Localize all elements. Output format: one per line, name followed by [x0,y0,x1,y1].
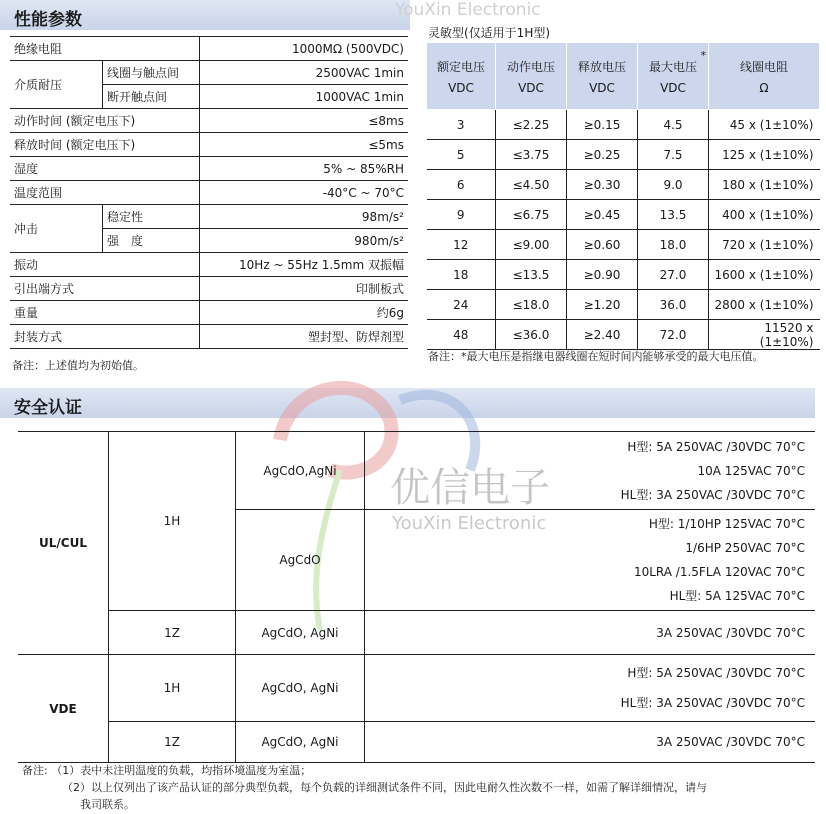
table-cell: 4.5 [638,110,709,140]
table-cell: ≥2.40 [567,320,638,350]
safety-title: 安全认证 [14,398,82,418]
row-sublabel: 稳定性 [103,205,200,229]
table-cell: 7.5 [638,140,709,170]
table-row [18,432,815,510]
safety-header-bar [0,388,815,418]
watermark-en-top: YouXin Electronic [395,0,541,20]
row-label: 振动 [10,253,200,277]
row-label: 释放时间 (额定电压下) [10,133,200,157]
rating-line: 1/6HP 250VAC 70°C [685,541,805,555]
table-row [427,170,820,200]
row-value: ≤8ms [200,109,408,133]
table-row [10,61,408,85]
table-cell: ≤13.5 [496,260,567,290]
table-row [10,205,408,229]
performance-note: 备注：上述值均为初始值。 [12,359,144,372]
table-cell: 45 x (1±10%) [709,110,820,140]
table-row [427,260,820,290]
watermark-en: YouXin Electronic [392,513,547,534]
header-label: 释放电压 [577,59,626,74]
header-label: 动作电压 [506,59,555,74]
header-unit: VDC [448,80,474,95]
row-label: 引出端方式 [10,277,200,301]
table-cell: 48 [427,320,496,350]
table-row [10,109,408,133]
table-cell: ≥0.90 [567,260,638,290]
row-label: 湿度 [10,157,200,181]
rating-line: H型: 5A 250VAC /30VDC 70°C [627,666,805,680]
sensitive-title: 灵敏型(仅适用于1H型) [428,26,551,40]
safety-note-1: 备注: （1）表中未注明温度的负载，均指环境温度为室温； [22,764,312,777]
rating-line: 10A 125VAC 70°C [697,463,805,478]
table-cell: ≥1.20 [567,290,638,320]
cert-ul-1z: 1Z [109,611,236,655]
table-row [427,110,820,140]
table-cell: 18.0 [638,230,709,260]
table-cell: 720 x (1±10%) [709,230,820,260]
row-value: 98m/s² [200,205,408,229]
row-value: ≤5ms [200,133,408,157]
table-row [10,301,408,325]
table-row [10,157,408,181]
table-cell: 24 [427,290,496,320]
row-label: 动作时间 (额定电压下) [10,109,200,133]
cert-material: AgCdO,AgNi [236,432,365,510]
table-cell: 36.0 [638,290,709,320]
rating-line: 10LRA /1.5FLA 120VAC 70°C [633,565,805,579]
table-row [10,37,408,61]
safety-table [18,431,815,763]
performance-table [10,36,408,349]
rating-line: H型: 5A 250VAC /30VDC 70°C [627,439,805,454]
row-value: 1000VAC 1min [200,85,408,109]
header-unit: Ω [759,80,769,95]
rating-line: HL型: 3A 250VAC /30VDC 70°C [620,487,805,502]
table-cell: ≥0.45 [567,200,638,230]
table-cell: ≤3.75 [496,140,567,170]
table-row [427,290,820,320]
row-label: 重量 [10,301,200,325]
table-row [10,181,408,205]
table-row [10,253,408,277]
row-label: 温度范围 [10,181,200,205]
table-cell: 18 [427,260,496,290]
table-row [10,133,408,157]
table-cell: 400 x (1±10%) [709,200,820,230]
table-cell: 72.0 [638,320,709,350]
row-label: 冲击 [10,205,103,253]
table-cell: ≤4.50 [496,170,567,200]
header-cell [496,43,567,110]
table-cell: ≤9.00 [496,230,567,260]
sensitive-table [426,42,820,350]
cert-ul: UL/CUL [18,432,109,655]
row-value: -40°C ~ 70°C [200,181,408,205]
header-cell [427,43,496,110]
header-label: 最大电压 [648,59,697,74]
table-cell: 5 [427,140,496,170]
cert-material: AgCdO [236,510,365,611]
cert-vde-1z: 1Z [109,722,236,763]
header-unit: VDC [660,80,686,95]
row-sublabel: 强 度 [103,229,200,253]
row-value: 塑封型、防焊剂型 [200,325,408,349]
cert-material: AgCdO, AgNi [236,611,365,655]
header-unit: VDC [518,80,544,95]
safety-note-3: 我司联系。 [80,798,135,811]
table-cell: 2800 x (1±10%) [709,290,820,320]
table-cell: 125 x (1±10%) [709,140,820,170]
row-value: 1000MΩ (500VDC) [200,37,408,61]
table-cell: 9.0 [638,170,709,200]
table-cell: 27.0 [638,260,709,290]
row-sublabel: 线圈与触点间 [103,61,200,85]
row-value: 980m/s² [200,229,408,253]
cert-ratings [365,655,816,722]
table-cell: 9 [427,200,496,230]
cert-ratings: 3A 250VAC /30VDC 70°C [365,611,816,655]
row-value: 5% ~ 85%RH [200,157,408,181]
table-cell: ≥0.25 [567,140,638,170]
row-sublabel: 断开触点间 [103,85,200,109]
row-value: 约6g [200,301,408,325]
table-row [427,320,820,350]
cert-material: AgCdO, AgNi [236,655,365,722]
cert-ul-1h: 1H [109,432,236,611]
rating-line: HL型: 5A 125VAC 70°C [669,589,805,603]
header-cell [567,43,638,110]
table-row [427,140,820,170]
header-cell [709,43,820,110]
row-value: 2500VAC 1min [200,61,408,85]
table-row [427,230,820,260]
table-cell: 12 [427,230,496,260]
table-cell: 180 x (1±10%) [709,170,820,200]
table-cell: ≤2.25 [496,110,567,140]
table-cell: 1600 x (1±10%) [709,260,820,290]
safety-note-2: （2）以上仅列出了该产品认证的部分典型负载，每个负载的详细测试条件不同，因此电耐久性次数不一样，如需了解详细情况，请与 [62,781,707,794]
table-row [10,277,408,301]
row-value: 10Hz ~ 55Hz 1.5mm 双振幅 [200,253,408,277]
table-row [427,200,820,230]
table-cell: 6 [427,170,496,200]
cert-vde: VDE [18,655,109,763]
table-cell: ≥0.60 [567,230,638,260]
rating-line: H型: 1/10HP 125VAC 70°C [648,517,805,531]
header-label: 线圈电阻 [739,59,788,74]
table-cell: ≥0.15 [567,110,638,140]
table-cell: ≤6.75 [496,200,567,230]
rating-line: HL型: 3A 250VAC /30VDC 70°C [620,696,805,710]
table-cell: ≤36.0 [496,320,567,350]
row-label: 绝缘电阻 [10,37,200,61]
table-cell: ≥0.30 [567,170,638,200]
row-label: 介质耐压 [10,61,103,109]
cert-vde-1h: 1H [109,655,236,722]
watermark-cn: 优信电子 [390,465,550,511]
cert-ratings [365,432,816,510]
cert-ratings [365,510,816,611]
table-cell: 3 [427,110,496,140]
table-row [10,325,408,349]
header-cell [638,43,709,110]
sensitive-note: 备注：*最大电压是指继电器线圈在短时间内能够承受的最大电压值。 [428,350,764,363]
row-label: 封装方式 [10,325,200,349]
table-cell: 11520 x (1±10%) [709,320,820,350]
star-mark: * [700,49,706,62]
header-unit: VDC [589,80,615,95]
table-row [18,722,815,763]
performance-title: 性能参数 [14,10,82,30]
table-row [18,655,815,722]
row-value: 印制板式 [200,277,408,301]
cert-ratings: 3A 250VAC /30VDC 70°C [365,722,816,763]
sensitive-header-row [427,43,820,110]
table-row [18,611,815,655]
cert-material: AgCdO, AgNi [236,722,365,763]
table-cell: ≤18.0 [496,290,567,320]
table-cell: 13.5 [638,200,709,230]
header-label: 额定电压 [436,59,485,74]
